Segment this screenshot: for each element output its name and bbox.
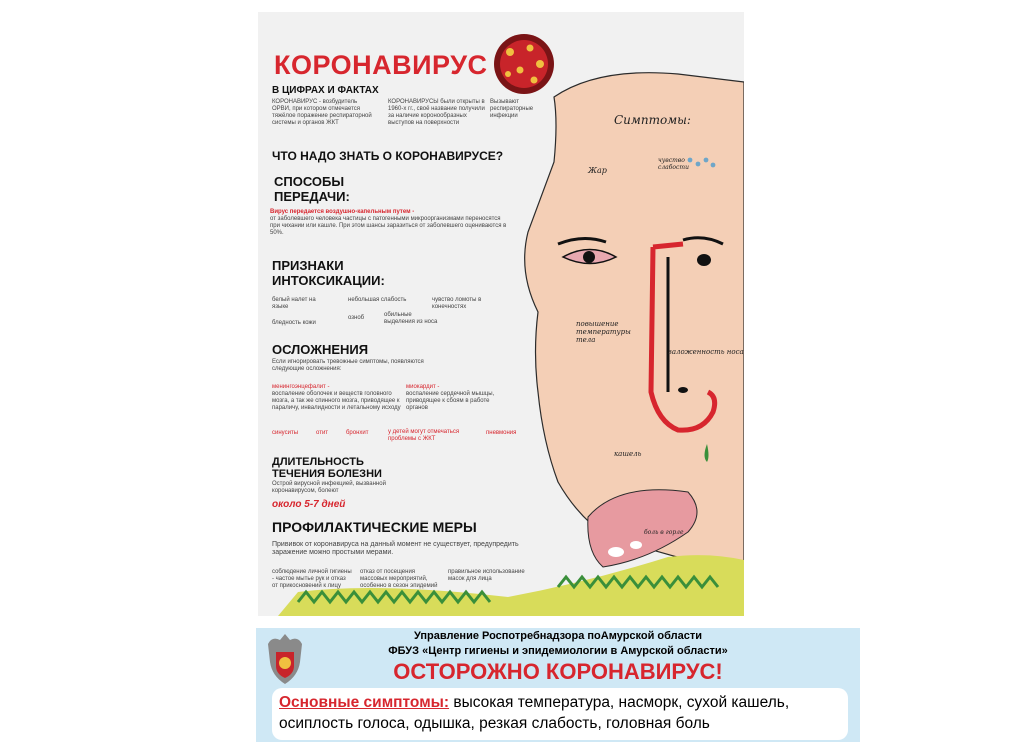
complication-other: бронхит	[346, 430, 369, 436]
prevention-text: Прививок от коронавируса на данный момент не существует, предупредить заражение можно простыми мерами.	[272, 541, 519, 557]
intox-item: озноб	[348, 315, 365, 321]
weakness-label: чувство слабости	[658, 157, 689, 171]
complication-other: отит	[316, 430, 329, 436]
complication-2-title: миокардит -	[406, 384, 440, 390]
prevention-item: правильное использование масок для лица	[448, 569, 525, 582]
duration-days: около 5-7 дней	[272, 499, 346, 510]
duration-heading-1: ДЛИТЕЛЬНОСТЬ	[272, 456, 364, 468]
intox-item: бледность кожи	[272, 320, 316, 326]
intoxication-heading-2: ИНТОКСИКАЦИИ:	[272, 273, 385, 288]
poster-title: КОРОНАВИРУС	[274, 50, 488, 80]
fever-label: Жар	[588, 166, 607, 175]
cough-label: кашель	[614, 450, 642, 458]
transmission-heading-1: СПОСОБЫ	[274, 174, 345, 189]
intox-item: обильные выделения из носа	[384, 312, 438, 325]
fact-2: КОРОНАВИРУСЫ были открыты в 1960-х гг., своё название получили за наличие коронообразных выступов на поверхности	[388, 99, 485, 126]
complications-heading: ОСЛОЖНЕНИЯ	[272, 342, 369, 357]
question-heading: ЧТО НАДО ЗНАТЬ О КОРОНАВИРУСЕ?	[272, 149, 504, 163]
prevention-item: отказ от посещения массовых мероприятий, особенно в сезон эпидемий	[360, 569, 438, 589]
fact-3: Вызывают респираторные инфекции	[490, 99, 534, 119]
duration-text: Острой вирусной инфекцией, вызванной коронавирусом, болеют	[272, 481, 386, 494]
right-eye	[697, 254, 711, 266]
transmission-heading-2: ПЕРЕДАЧИ:	[274, 189, 350, 204]
temperature-label: повышение температуры тела	[576, 320, 631, 345]
virus-illustration	[494, 34, 554, 94]
complication-other: синуситы	[272, 430, 299, 436]
intox-item: белый налет на языке	[272, 297, 316, 310]
intox-item: чувство ломоты в конечностях	[432, 297, 482, 310]
complication-1-text: воспаление оболочек и веществ головного мозга, а так же спинного мозга, приводящее к параличу, инвалидности и летальному исходу	[272, 391, 401, 411]
banner-line-2: ФБУЗ «Центр гигиены и эпидемиологии в Амурской области»	[388, 645, 728, 657]
duration-heading-2: ТЕЧЕНИЯ БОЛЕЗНИ	[272, 468, 382, 480]
symptoms-text-2: осиплость голоса, одышка, резкая слабость, головная боль	[279, 715, 710, 732]
banner-headline: ОСТОРОЖНО КОРОНАВИРУС!	[393, 659, 723, 684]
symptoms-text-1: высокая температура, насморк, сухой кашель,	[449, 694, 790, 711]
warning-banner	[256, 628, 860, 742]
transmission-text: от заболевшего человека частицы с патогенными микроорганизмами переносятся при чихании или кашле. При этом шансы заразиться от заболевшего оцениваются в 50%.	[270, 216, 507, 236]
symptoms-label: Симптомы:	[614, 113, 691, 127]
prevention-heading: ПРОФИЛАКТИЧЕСКИЕ МЕРЫ	[272, 519, 477, 535]
prevention-item: соблюдение личной гигиены - частое мытье рук и отказ от прикосновений к лицу	[272, 569, 352, 589]
throat-label: боль в горле	[644, 529, 684, 536]
symptoms-box	[272, 688, 848, 740]
complication-other: пневмония	[486, 430, 517, 436]
transmission-highlight: Вирус передается воздушно-капельным путем -	[270, 209, 415, 215]
poster-subtitle: В ЦИФРАХ И ФАКТАХ	[272, 85, 379, 96]
coronavirus-poster	[258, 12, 744, 616]
banner-line-1: Управление Роспотребнадзора поАмурской области	[413, 630, 703, 642]
complications-intro: Если игнорировать тревожные симптомы, появляются следующие осложнения:	[272, 359, 424, 372]
complication-1-title: менингоэнцефалит -	[272, 384, 330, 390]
symptoms-label: Основные симптомы:	[279, 694, 450, 711]
left-pupil	[583, 251, 595, 263]
complication-2-text: воспаление сердечной мышцы, приводящее к сбоям в работе органов	[406, 391, 495, 411]
fact-1: КОРОНАВИРУС - возбудитель ОРВИ, при котором отмечается тяжёлое поражение респираторной системы и органов ЖКТ	[272, 99, 372, 126]
nose-label: заложенность носа	[668, 348, 744, 356]
complication-other: у детей могут отмечаться проблемы с ЖКТ	[388, 429, 460, 442]
intox-item: небольшая слабость	[348, 297, 407, 303]
intoxication-heading-1: ПРИЗНАКИ	[272, 258, 344, 273]
